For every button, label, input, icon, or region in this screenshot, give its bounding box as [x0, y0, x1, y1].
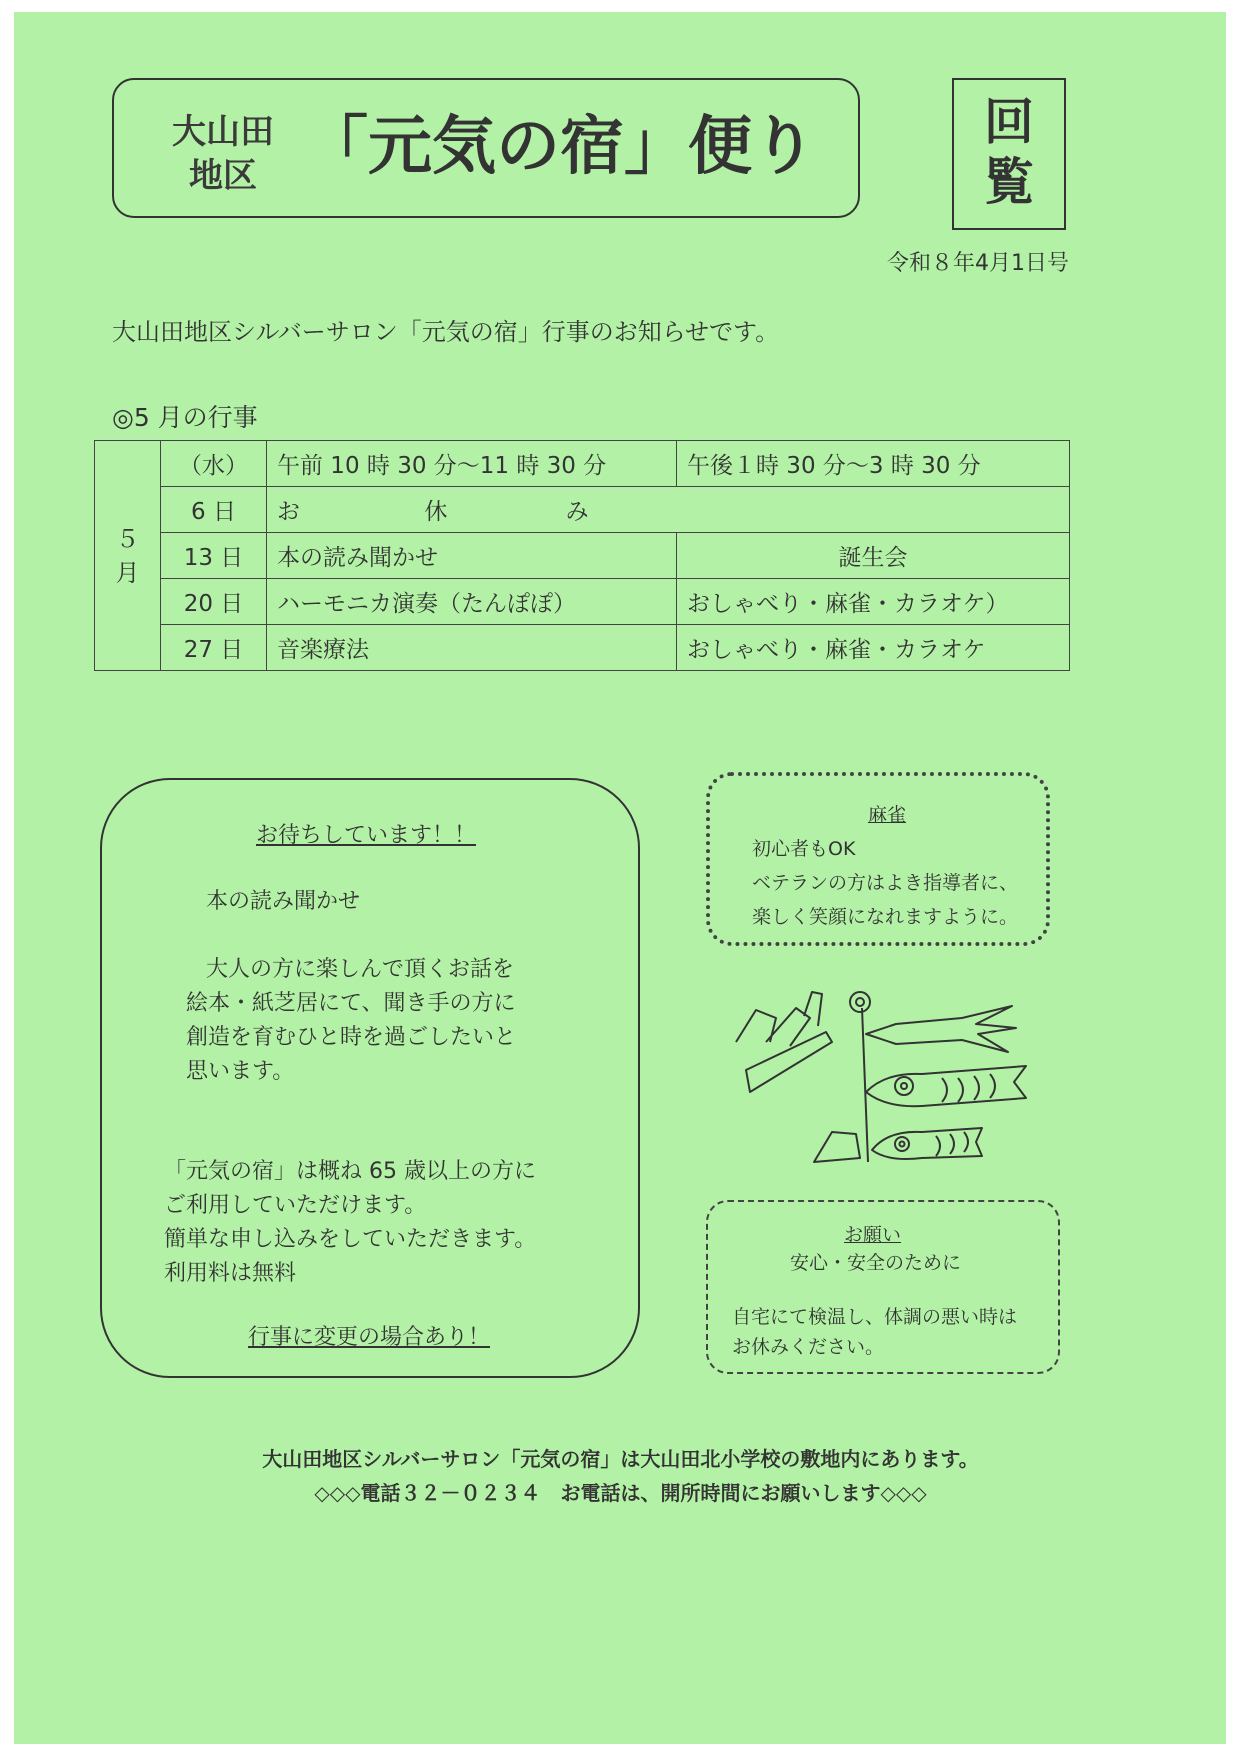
mahjong-box: [706, 772, 1050, 946]
welcome-body-line: 絵本・紙芝居にて、聞き手の方に: [186, 991, 516, 1016]
welcome-title: お待ちしています！！: [256, 823, 477, 848]
pm-event-cell: おしゃべり・麻雀・カラオケ）: [677, 579, 1070, 625]
welcome-box: [100, 778, 640, 1378]
kabuto-helmet: [736, 992, 832, 1092]
am-event-cell: ハーモニカ演奏（たんぽぽ）: [267, 579, 677, 625]
title-banner: [112, 78, 860, 218]
welcome-subtitle: 本の読み聞かせ: [206, 889, 361, 914]
day-cell: 20 日: [161, 579, 267, 625]
month-cell: ５月: [95, 441, 161, 671]
welcome-body-line: 思います。: [186, 1059, 295, 1084]
request-line: お休みください。: [732, 1336, 885, 1358]
holiday-cell: お 休 み: [267, 487, 1070, 533]
issue-date: 令和８年4月1日号: [887, 251, 1069, 276]
intro-text: 大山田地区シルバーサロン「元気の宿」行事のお知らせです。: [112, 318, 780, 346]
eligibility-line: 「元気の宿」は概ね 65 歳以上の方に: [164, 1159, 536, 1184]
mahjong-line: 初心者もOK: [752, 838, 856, 860]
schedule-table: [94, 440, 1070, 671]
table-row: [95, 625, 1070, 671]
pm-event-cell: 誕生会: [677, 533, 1070, 579]
pm-event-cell: おしゃべり・麻雀・カラオケ: [677, 625, 1070, 671]
district-name: 大山田地区: [172, 112, 274, 196]
day-cell: 13 日: [161, 533, 267, 579]
streamer: [866, 1006, 1016, 1052]
table-header-row: [95, 441, 1070, 487]
footer-phone: ◇◇◇電話３２－０２３４ お電話は、開所時間にお願いします◇◇◇: [314, 1481, 927, 1505]
request-line: 自宅にて検温し、体調の悪い時は: [732, 1306, 1018, 1328]
eligibility-line: ご利用していただけます。: [164, 1193, 427, 1218]
pole-ornament: [850, 992, 870, 1012]
am-event-cell: 音楽療法: [267, 625, 677, 671]
mahjong-title: 麻雀: [868, 804, 907, 826]
mahjong-line: ベテランの方はよき指導者に、: [752, 872, 1019, 894]
pm-time-cell: 午後１時 30 分～3 時 30 分: [677, 441, 1070, 487]
day-cell: 6 日: [161, 487, 267, 533]
request-subtitle: 安心・安全のために: [790, 1252, 962, 1274]
weekday-cell: （水）: [161, 441, 267, 487]
footer-location: 大山田地区シルバーサロン「元気の宿」は大山田北小学校の敷地内にあります。: [262, 1447, 979, 1471]
schedule-heading: ◎5 月の行事: [112, 403, 258, 432]
newsletter-title: 「元気の宿」便り: [304, 110, 816, 184]
flag-pole: [862, 1008, 868, 1162]
request-box: [706, 1200, 1060, 1374]
table-row: [95, 533, 1070, 579]
welcome-body-line: 創造を育むひと時を過ごしたいと: [186, 1025, 517, 1050]
small-tent: [814, 1132, 860, 1162]
koinobori-illustration: [726, 982, 1036, 1172]
table-row: [95, 579, 1070, 625]
am-event-cell: 本の読み聞かせ: [267, 533, 677, 579]
welcome-body-line: 大人の方に楽しんで頂くお話を: [206, 957, 515, 982]
table-row: [95, 487, 1070, 533]
eligibility-line: 簡単な申し込みをしていただきます。: [164, 1227, 537, 1252]
mahjong-line: 楽しく笑顔になれますように。: [752, 906, 1019, 928]
am-time-cell: 午前 10 時 30 分～11 時 30 分: [267, 441, 677, 487]
circulation-stamp: 回覧: [952, 78, 1066, 230]
request-title: お願い: [844, 1224, 902, 1246]
change-notice: 行事に変更の場合あり！: [248, 1325, 491, 1350]
day-cell: 27 日: [161, 625, 267, 671]
eligibility-line: 利用料は無料: [164, 1261, 297, 1286]
